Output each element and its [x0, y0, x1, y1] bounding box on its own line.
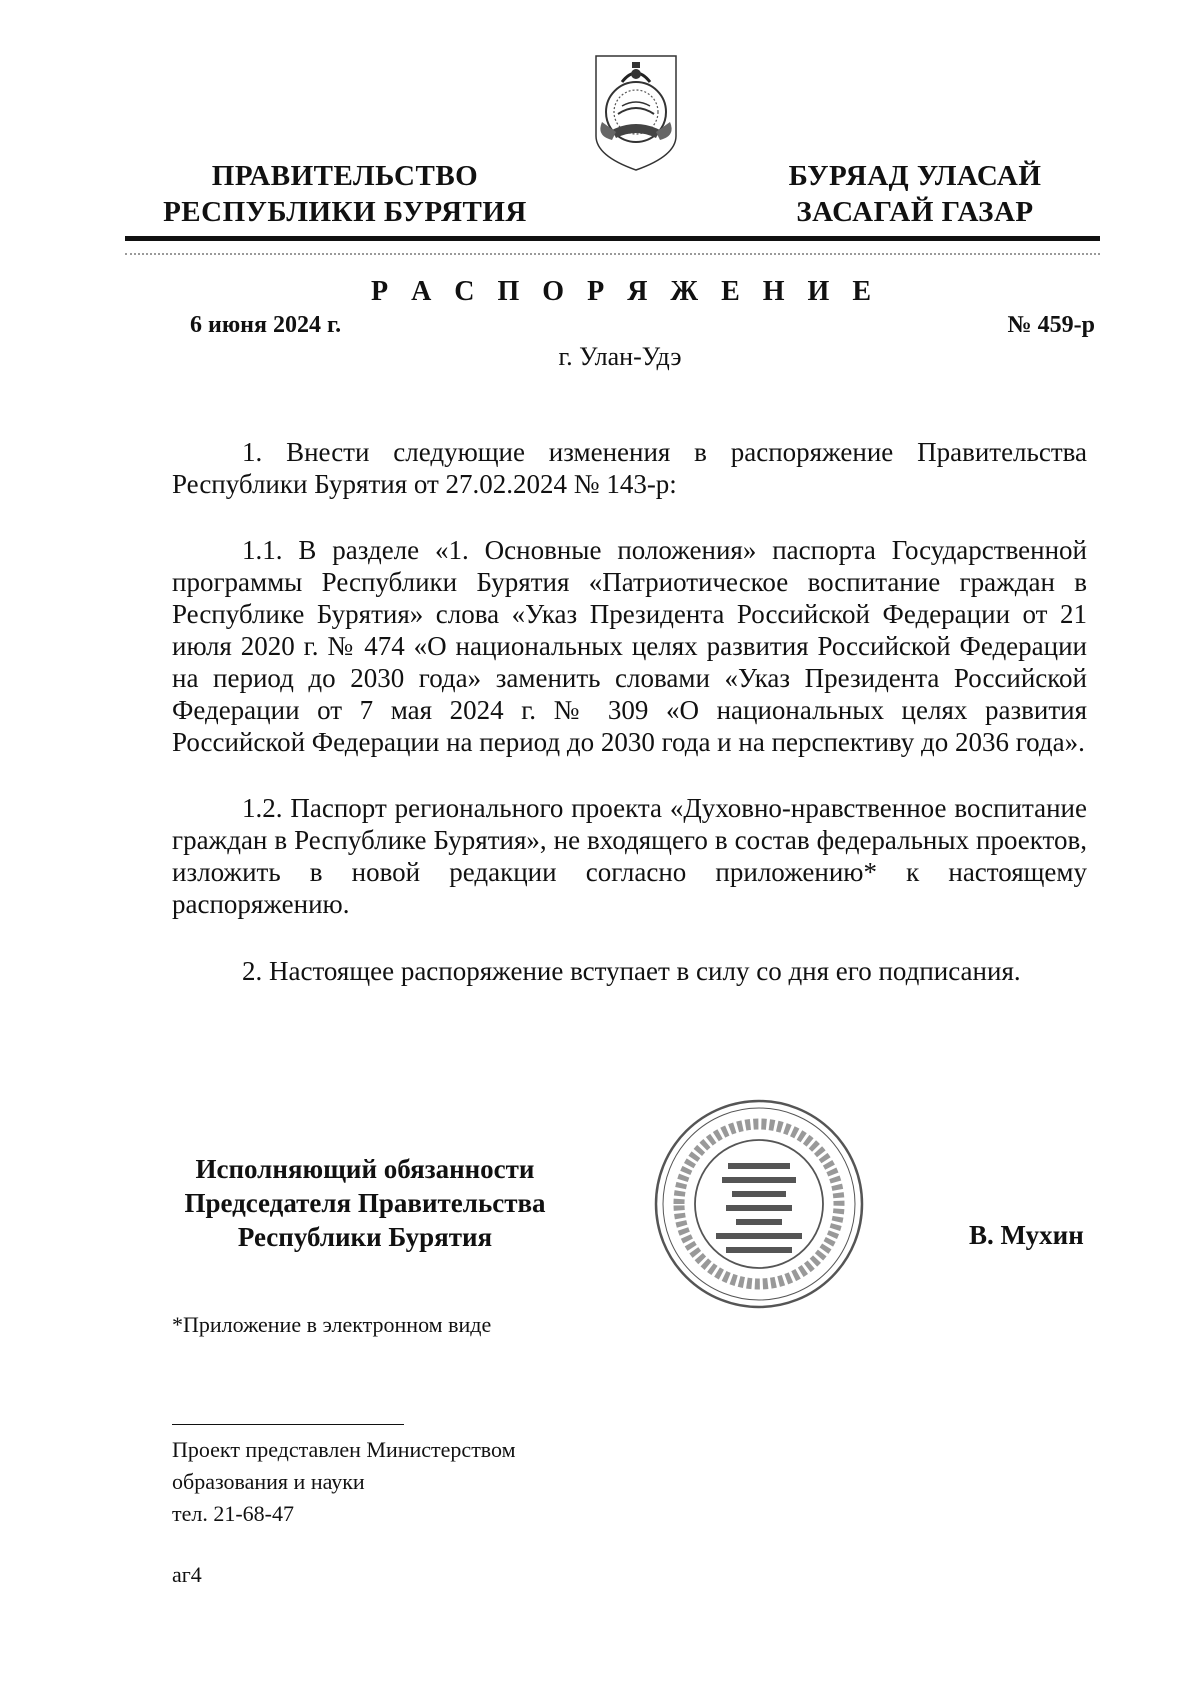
paragraph-1-1-text: 1.1. В разделе «1. Основные положения» паспорта Государственной программы Республики Бурятия «Патриотическое воспитание граждан в Республике Бурятия» слова «Указ Президента Российской Федерации от 21 июля 2020 г. № 474 «О национальных целях развития Российской Федерации на период до 2030 года» заменить словами «Указ Президента Российской Федерации от 7 мая 2024 г. № 309 «О национальных целях развития Российской Федерации на период до 2030 года и на перспективу до 2036 года».	[172, 535, 1087, 757]
signer-title	[150, 1152, 580, 1254]
signer-title-line3: Республики Бурятия	[237, 1222, 493, 1252]
header-left-line2: РЕСПУБЛИКИ БУРЯТИЯ	[163, 196, 527, 228]
header-left-line1: ПРАВИТЕЛЬСТВО	[211, 160, 479, 192]
document-number: № 459-р	[1007, 312, 1095, 338]
document-city: г. Улан-Удэ	[558, 342, 682, 371]
footnote-divider	[172, 1424, 404, 1425]
paragraph-1	[172, 436, 1087, 500]
header-divider-thick	[125, 236, 1100, 241]
header-divider-dotted	[125, 253, 1100, 255]
paragraph-2-text: 2. Настоящее распоряжение вступает в силу со дня его подписания.	[242, 956, 1021, 986]
header-right-line1: БУРЯАД УЛАСАЙ	[788, 160, 1042, 192]
signer-name: В. Мухин	[969, 1220, 1084, 1250]
document-date: 6 июня 2024 г.	[190, 312, 342, 338]
header-right-title	[765, 158, 1065, 230]
paragraph-1-text: 1. Внести следующие изменения в распоряжение Правительства Республики Бурятия от 27.02.2024 № 143-р:	[172, 437, 1087, 499]
signer-title-line1: Исполняющий обязанности	[195, 1154, 535, 1184]
header-right-line2: ЗАСАГАЙ ГАЗАР	[796, 196, 1034, 228]
footnote-line3: тел. 21-68-47	[172, 1501, 295, 1526]
footnote-line2: образования и науки	[172, 1469, 365, 1494]
attachment-note: *Приложение в электронном виде	[172, 1312, 492, 1337]
footnote-line1: Проект представлен Министерством	[172, 1437, 516, 1462]
official-round-stamp-icon	[652, 1097, 866, 1311]
paragraph-2	[172, 955, 1087, 987]
signer-title-line2: Председателя Правительства	[184, 1188, 546, 1218]
header-left-title	[160, 158, 530, 230]
paragraph-1-2-text: 1.2. Паспорт регионального проекта «Духовно-нравственное воспитание граждан в Республике Бурятия», не входящего в состав федеральных проектов, изложить в новой редакции согласно приложению* к настоящему распоряжению.	[172, 793, 1087, 919]
paragraph-1-2	[172, 792, 1087, 920]
document-type: Р А С П О Р Я Ж Е Н И Е	[370, 276, 880, 307]
footnote	[172, 1434, 516, 1530]
document-code: аг4	[172, 1562, 202, 1587]
paragraph-1-1	[172, 534, 1087, 758]
coat-of-arms-icon	[592, 52, 680, 174]
